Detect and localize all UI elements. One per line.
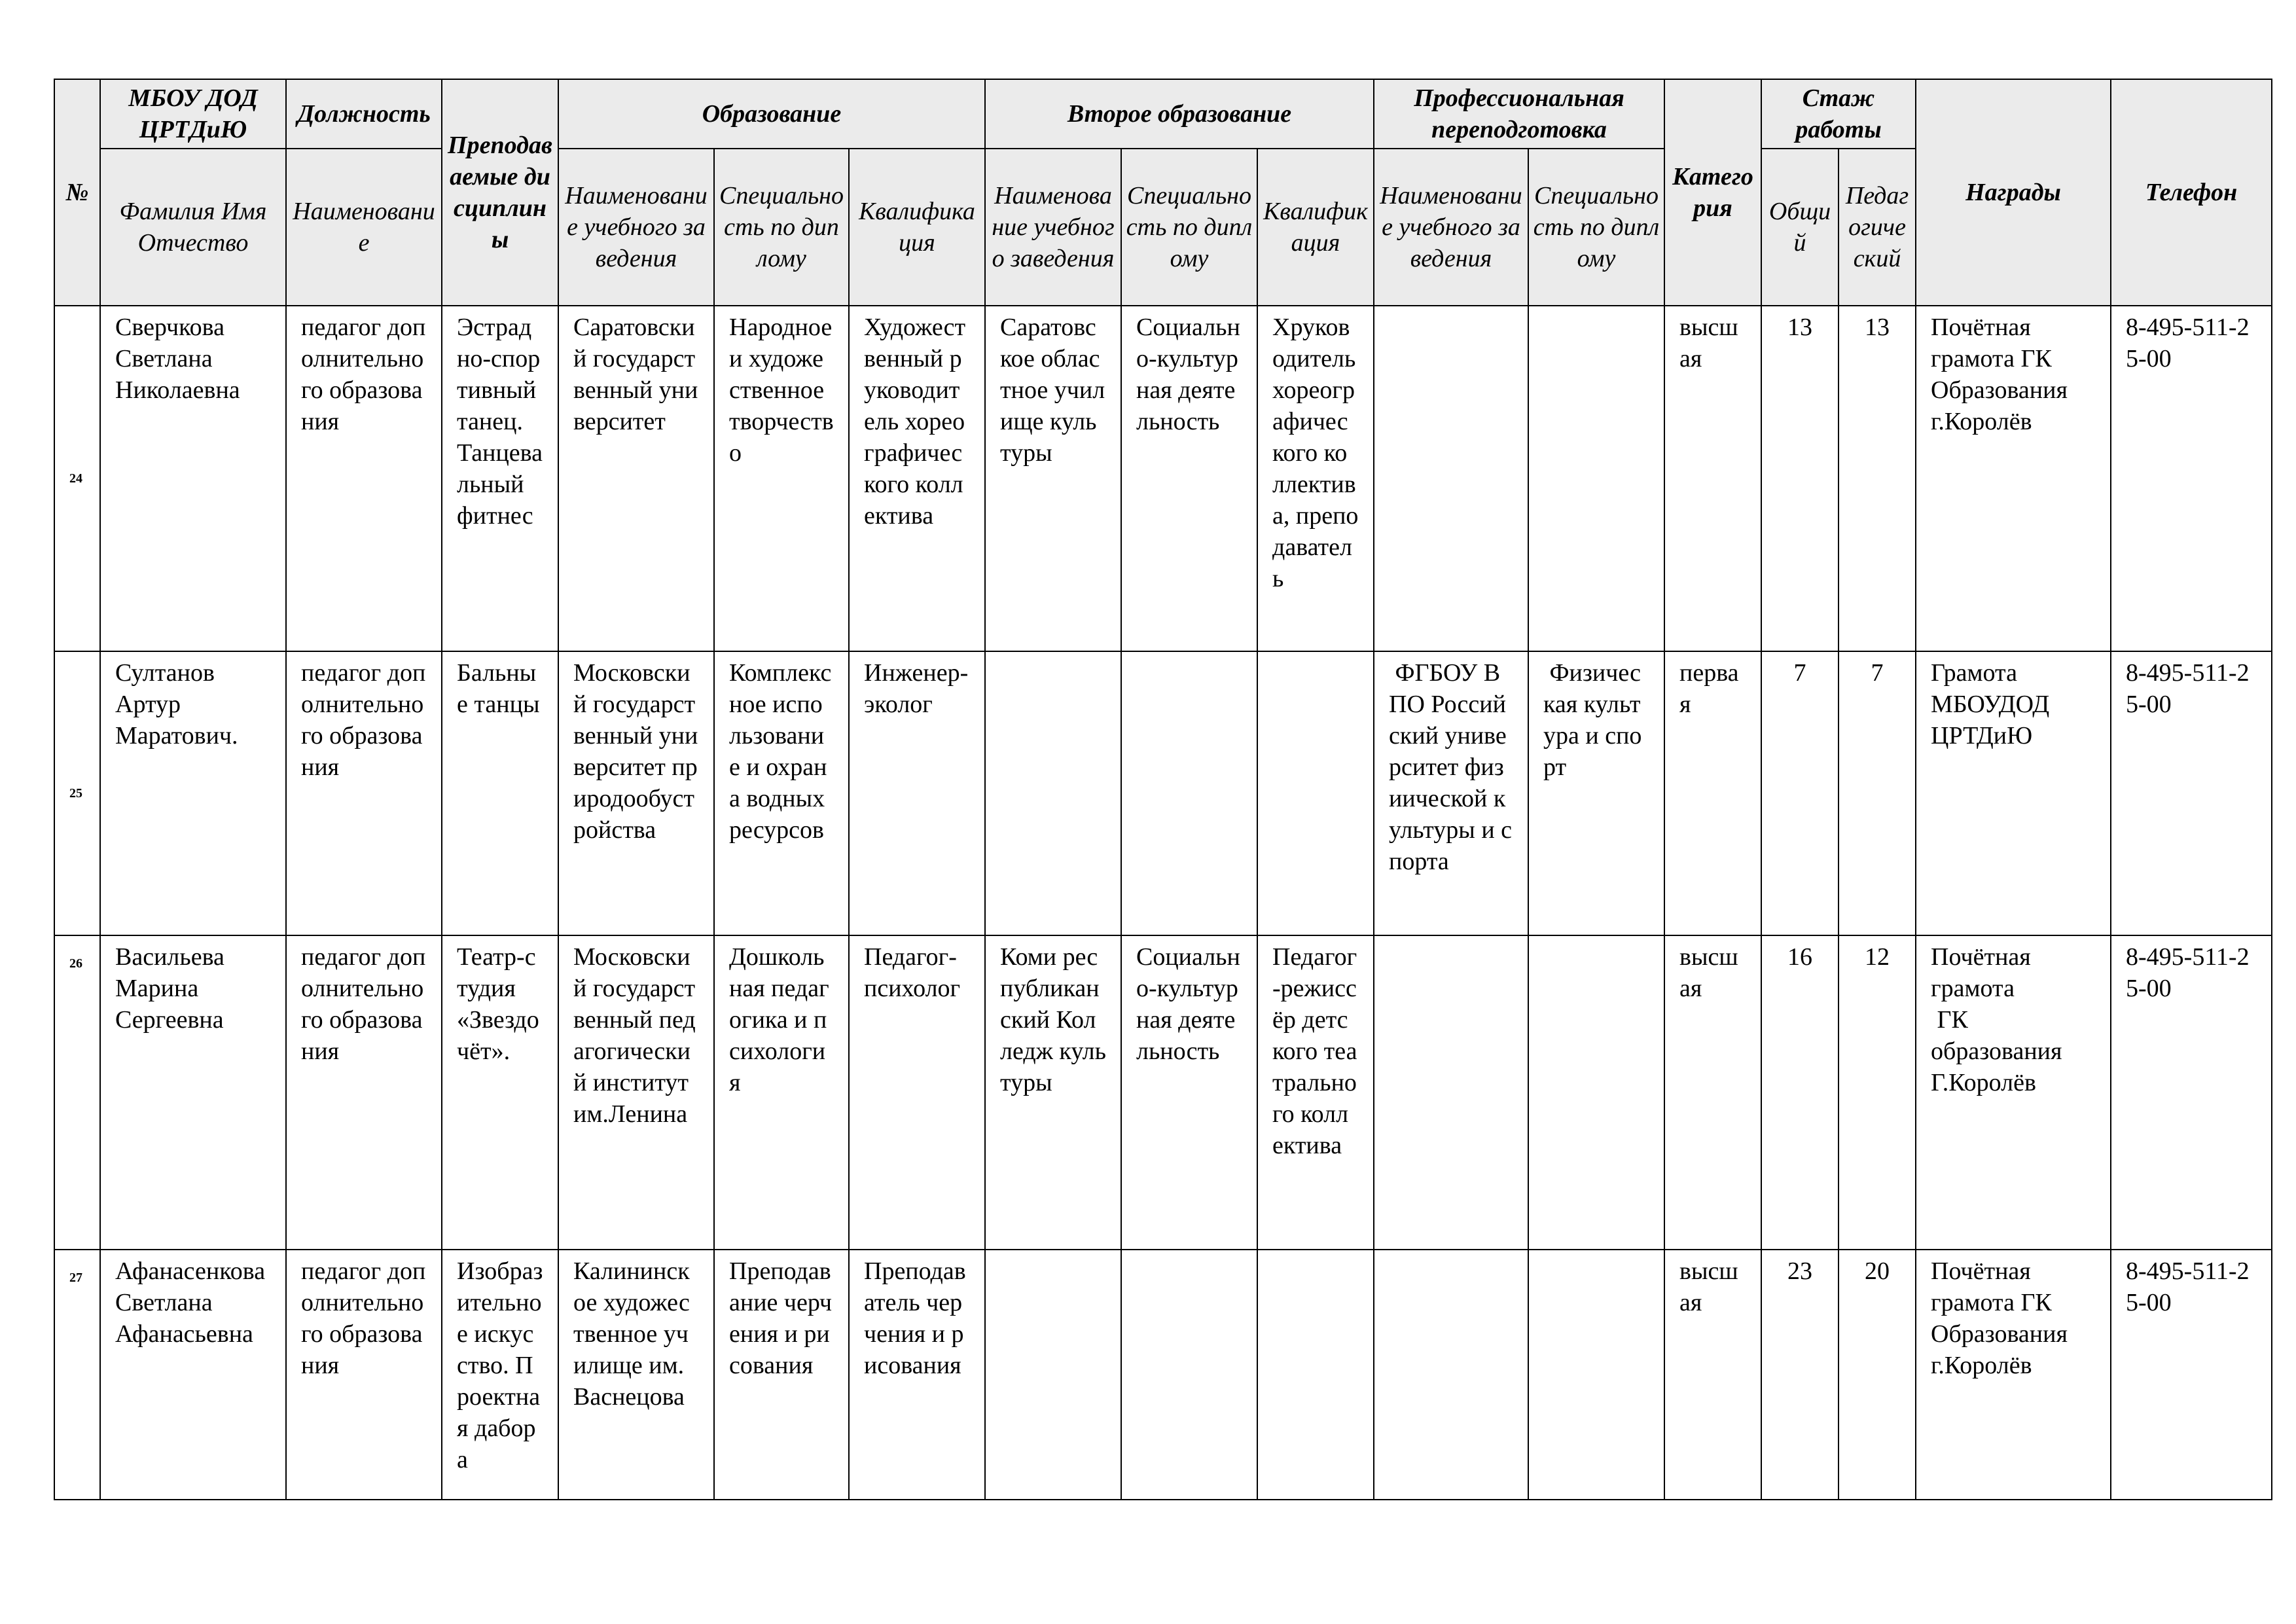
header-position-name: Наименование bbox=[286, 149, 442, 306]
cell-exp-teaching: 20 bbox=[1839, 1250, 1916, 1500]
cell-name: Афанасенкова Светлана Афанасьевна bbox=[100, 1250, 286, 1500]
table-row bbox=[54, 1250, 2272, 1500]
cell-edu-speciality: Комплексное использование и охрана водных ресурсов bbox=[714, 651, 849, 935]
cell-name: Султанов Артур Маратович. bbox=[100, 651, 286, 935]
header-edu-qualification: Квалификация bbox=[849, 149, 985, 306]
cell-phone: 8-495-511-25-00 bbox=[2111, 651, 2272, 935]
cell-edu-qualification: Инженер-эколог bbox=[849, 651, 985, 935]
cell-position: педагог дополнительного образования bbox=[286, 306, 442, 651]
cell-position: педагог дополнительного образования bbox=[286, 935, 442, 1250]
header-second-speciality: Специальность по диплому bbox=[1121, 149, 1257, 306]
header-phone: Телефон bbox=[2111, 79, 2272, 306]
cell-exp-teaching: 12 bbox=[1839, 935, 1916, 1250]
cell-phone: 8-495-511-25-00 bbox=[2111, 1250, 2272, 1500]
header-row-top bbox=[54, 79, 2272, 149]
table-row bbox=[54, 935, 2272, 1250]
cell-retr-institution bbox=[1374, 1250, 1528, 1500]
table-row bbox=[54, 306, 2272, 651]
cell-second-qualification bbox=[1257, 1250, 1374, 1500]
cell-awards: Грамота МБОУДОД ЦРТДиЮ bbox=[1916, 651, 2111, 935]
header-fio: Фамилия Имя Отчество bbox=[100, 149, 286, 306]
cell-disciplines: Эстрадно-спортивный танец. Танцевальный фитнес bbox=[442, 306, 558, 651]
header-retr-institution: Наименование учебного заведения bbox=[1374, 149, 1528, 306]
table-row bbox=[54, 651, 2272, 935]
cell-second-speciality bbox=[1121, 651, 1257, 935]
cell-edu-institution: Московский государственный педагогический институт им.Ленина bbox=[558, 935, 714, 1250]
cell-second-speciality: Социально-культурная деятельность bbox=[1121, 306, 1257, 651]
cell-retr-speciality bbox=[1528, 1250, 1664, 1500]
header-disciplines: Преподаваемые дисциплины bbox=[442, 79, 558, 306]
cell-edu-speciality: Преподавание черчения и рисования bbox=[714, 1250, 849, 1500]
cell-disciplines: Изобразительное искусство. Проектная дабора bbox=[442, 1250, 558, 1500]
cell-position: педагог дополнительного образования bbox=[286, 651, 442, 935]
cell-exp-teaching: 13 bbox=[1839, 306, 1916, 651]
header-second-qualification: Квалификация bbox=[1257, 149, 1374, 306]
cell-edu-speciality: Дошкольная педагогика и психология bbox=[714, 935, 849, 1250]
row-number: 27 bbox=[54, 1250, 100, 1500]
cell-category: высшая bbox=[1664, 1250, 1761, 1500]
cell-name: Сверчкова Светлана Николаевна bbox=[100, 306, 286, 651]
cell-edu-qualification: Художественный руководитель хореографического коллектива bbox=[849, 306, 985, 651]
cell-phone: 8-495-511-25-00 bbox=[2111, 306, 2272, 651]
header-edu-institution: Наименование учебного заведения bbox=[558, 149, 714, 306]
cell-edu-qualification: Преподаватель черчения и рисования bbox=[849, 1250, 985, 1500]
cell-exp-teaching: 7 bbox=[1839, 651, 1916, 935]
header-awards: Награды bbox=[1916, 79, 2111, 306]
cell-edu-institution: Московский государственный университет природообустройства bbox=[558, 651, 714, 935]
header-edu-speciality: Специальность по диплому bbox=[714, 149, 849, 306]
cell-second-institution: Саратовское областное училище культуры bbox=[985, 306, 1121, 651]
header-second-education: Второе образование bbox=[985, 79, 1374, 149]
cell-second-speciality: Социально-культурная деятельность bbox=[1121, 935, 1257, 1250]
row-number: 25 bbox=[54, 651, 100, 935]
cell-awards: Почётная грамота ГК образования Г.Королёв bbox=[1916, 935, 2111, 1250]
cell-position: педагог дополнительного образования bbox=[286, 1250, 442, 1500]
cell-category: высшая bbox=[1664, 935, 1761, 1250]
cell-disciplines: Бальные танцы bbox=[442, 651, 558, 935]
cell-second-qualification: Хруководитель хореографического коллектива, преподаватель bbox=[1257, 306, 1374, 651]
cell-edu-qualification: Педагог-психолог bbox=[849, 935, 985, 1250]
cell-phone: 8-495-511-25-00 bbox=[2111, 935, 2272, 1250]
staff-table bbox=[54, 79, 2272, 1500]
header-num: № bbox=[54, 79, 100, 306]
header-exp-total: Общий bbox=[1761, 149, 1839, 306]
cell-exp-total: 16 bbox=[1761, 935, 1839, 1250]
cell-retr-institution bbox=[1374, 935, 1528, 1250]
cell-second-institution: Коми республиканский Колледж культуры bbox=[985, 935, 1121, 1250]
cell-edu-institution: Калининское художественное училище им.Васнецова bbox=[558, 1250, 714, 1500]
cell-exp-total: 7 bbox=[1761, 651, 1839, 935]
row-number: 24 bbox=[54, 306, 100, 651]
header-position: Должность bbox=[286, 79, 442, 149]
header-category: Категория bbox=[1664, 79, 1761, 306]
cell-name: Васильева Марина Сергеевна bbox=[100, 935, 286, 1250]
cell-retr-speciality bbox=[1528, 935, 1664, 1250]
cell-retr-speciality: Физическая культура и спорт bbox=[1528, 651, 1664, 935]
cell-second-institution bbox=[985, 651, 1121, 935]
cell-category: высшая bbox=[1664, 306, 1761, 651]
cell-exp-total: 13 bbox=[1761, 306, 1839, 651]
header-experience: Стаж работы bbox=[1761, 79, 1916, 149]
cell-second-qualification bbox=[1257, 651, 1374, 935]
cell-edu-speciality: Народное и художественное творчество bbox=[714, 306, 849, 651]
header-exp-teaching: Педагогический bbox=[1839, 149, 1916, 306]
cell-second-qualification: Педагог-режиссёр детского театрального коллектива bbox=[1257, 935, 1374, 1250]
cell-disciplines: Театр-студия «Звездочёт». bbox=[442, 935, 558, 1250]
cell-category: первая bbox=[1664, 651, 1761, 935]
header-education: Образование bbox=[558, 79, 985, 149]
cell-edu-institution: Саратовский государственный университет bbox=[558, 306, 714, 651]
cell-retr-speciality bbox=[1528, 306, 1664, 651]
cell-second-speciality bbox=[1121, 1250, 1257, 1500]
header-org: МБОУ ДОД ЦРТДиЮ bbox=[100, 79, 286, 149]
cell-awards: Почётная грамота ГК Образования г.Королёв bbox=[1916, 306, 2111, 651]
row-number: 26 bbox=[54, 935, 100, 1250]
header-retr-speciality: Специальность по диплому bbox=[1528, 149, 1664, 306]
cell-awards: Почётная грамота ГК Образования г.Королёв bbox=[1916, 1250, 2111, 1500]
cell-retr-institution: ФГБОУ ВПО Российский университет физиической культуры и спорта bbox=[1374, 651, 1528, 935]
document-page bbox=[54, 79, 2272, 1500]
header-second-institution: Наименование учебного заведения bbox=[985, 149, 1121, 306]
cell-second-institution bbox=[985, 1250, 1121, 1500]
cell-exp-total: 23 bbox=[1761, 1250, 1839, 1500]
cell-retr-institution bbox=[1374, 306, 1528, 651]
header-retraining: Профессиональная переподготовка bbox=[1374, 79, 1664, 149]
